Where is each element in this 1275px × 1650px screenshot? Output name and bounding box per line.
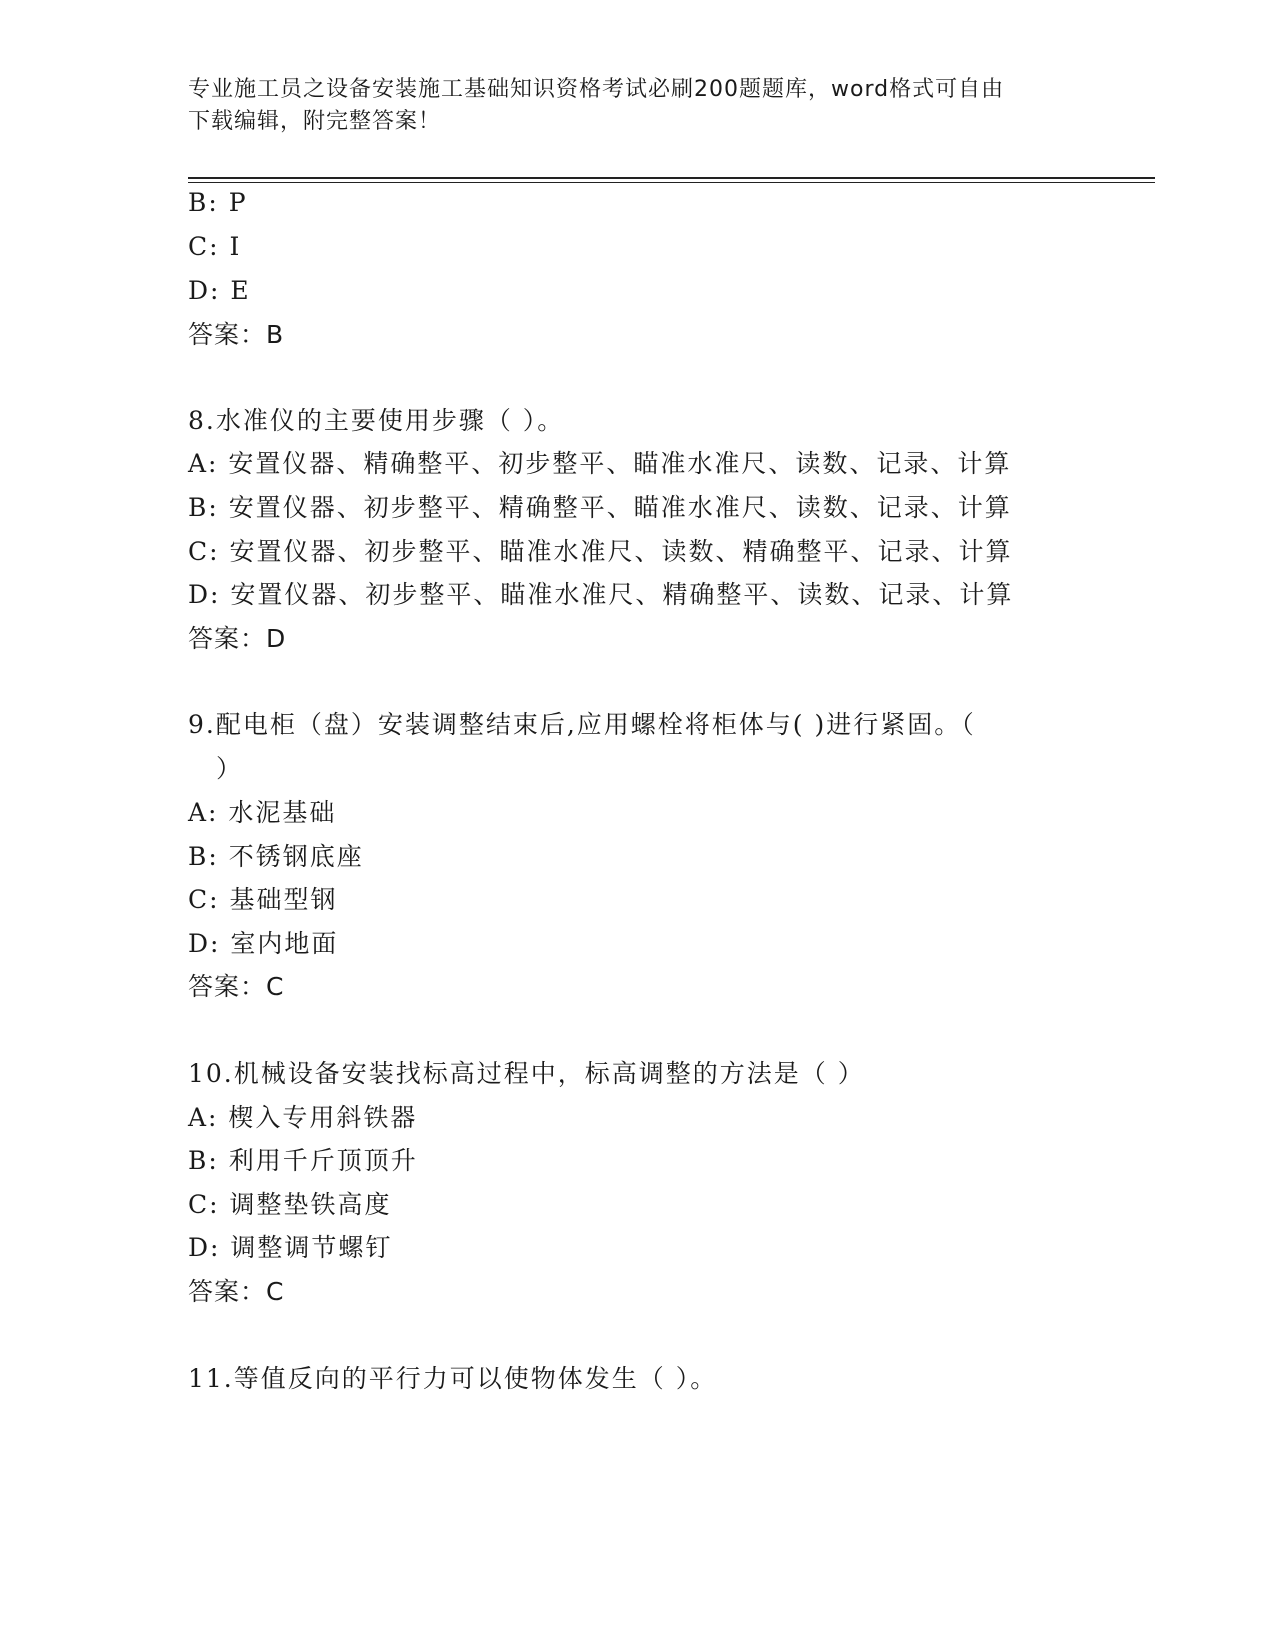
option-d: D: E — [188, 276, 251, 305]
question-8-option-a: A: 安置仪器、精确整平、初步整平、瞄准水准尺、读数、记录、计算 — [188, 449, 1012, 478]
question-9-option-c: C: 基础型钢 — [188, 885, 338, 914]
question-8-option-b: B: 安置仪器、初步整平、精确整平、瞄准水准尺、读数、记录、计算 — [188, 493, 1012, 522]
question-9-stem: 9.配电柜（盘）安装调整结束后,应用螺栓将柜体与( )进行紧固。（ — [188, 710, 976, 739]
question-8-stem: 8.水准仪的主要使用步骤（ ）。 — [188, 406, 565, 435]
option-b: B: P — [188, 188, 248, 217]
question-8-option-c: C: 安置仪器、初步整平、瞄准水准尺、读数、精确整平、记录、计算 — [188, 537, 1013, 566]
header-divider-thin — [188, 182, 1155, 183]
question-10-option-d: D: 调整调节螺钉 — [188, 1233, 393, 1262]
question-8-option-d: D: 安置仪器、初步整平、瞄准水准尺、精确整平、读数、记录、计算 — [188, 580, 1014, 609]
answer-label: 答案：B — [188, 320, 285, 349]
question-9-option-a: A: 水泥基础 — [188, 798, 337, 827]
question-10-option-b: B: 利用千斤顶顶升 — [188, 1146, 418, 1175]
question-10-option-a: A: 楔入专用斜铁器 — [188, 1103, 418, 1132]
question-10-answer: 答案：C — [188, 1277, 285, 1306]
header-line-1: 专业施工员之设备安装施工基础知识资格考试必刷200题题库，word格式可自由 — [188, 77, 1005, 102]
question-9-answer: 答案：C — [188, 972, 285, 1001]
question-8-answer: 答案：D — [188, 624, 287, 653]
header-divider-thick — [188, 177, 1155, 179]
question-10-option-c: C: 调整垫铁高度 — [188, 1190, 392, 1219]
question-9-stem-continued: ） — [216, 754, 244, 783]
header-line-2: 下载编辑，附完整答案！ — [188, 109, 442, 134]
document-header — [188, 74, 1088, 138]
question-11-stem: 11.等值反向的平行力可以使物体发生（ ）。 — [188, 1364, 718, 1393]
question-10-stem: 10.机械设备安装找标高过程中，标高调整的方法是（ ） — [188, 1059, 865, 1088]
question-9-option-b: B: 不锈钢底座 — [188, 842, 364, 871]
option-c: C: I — [188, 232, 242, 261]
question-9-option-d: D: 室内地面 — [188, 929, 339, 958]
